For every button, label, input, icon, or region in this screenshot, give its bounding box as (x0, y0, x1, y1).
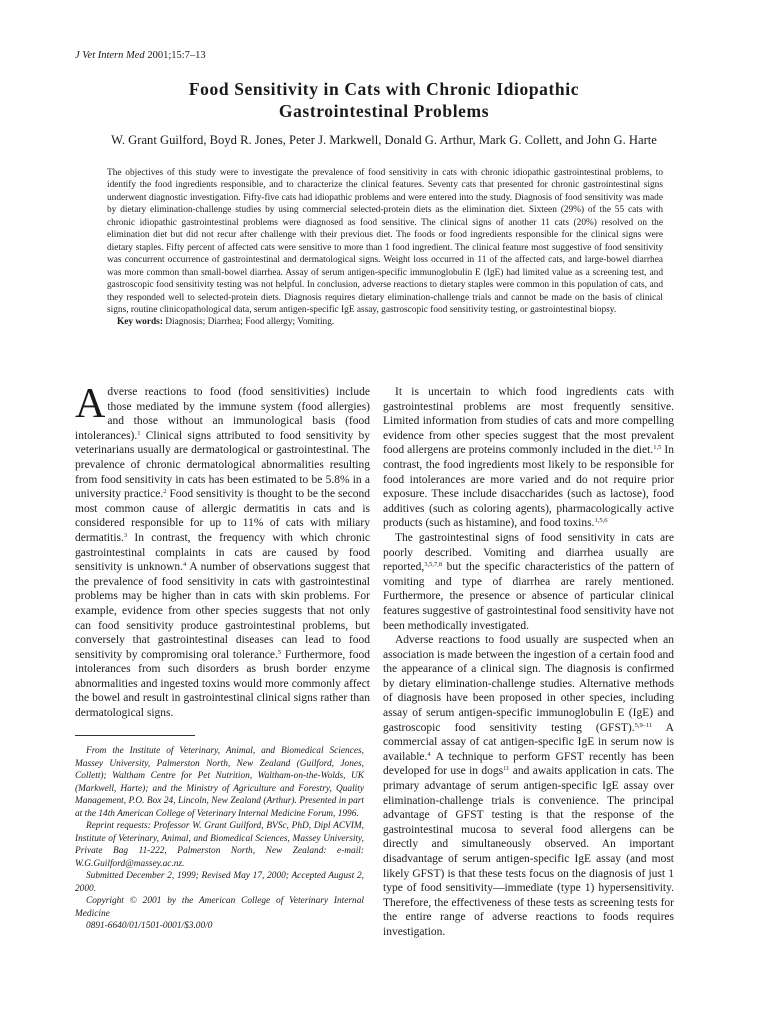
citation-ref: 5 (277, 648, 282, 656)
footnote-issn: 0891-6640/01/1501-0001/$3.00/0 (86, 921, 213, 931)
text-run: In contrast, the frequency with which chronic gastrointestinal complaints in cats are caused by food sensitivity is unknown. (75, 531, 370, 574)
citation-ref: 3 (123, 531, 128, 539)
body-paragraph (383, 385, 674, 531)
citation-ref: 5,9–11 (634, 721, 653, 729)
footnotes (75, 745, 364, 933)
abstract-text: The objectives of this study were to investigate the prevalence of food sensitivity in cats with chronic idiopathic gastrointestinal problems, to identify the food ingredients responsible, and to characterize the clinical features. Seventy cats that presented for chronic gastrointestinal signs underwent diagnostic investigation. Fifty-five cats had idiopathic problems and were entered into the study. Diagnosis of food sensitivity was made by dietary elimination-challenge studies by using commercial selected-protein diets as the elimination diet. Sixteen (29%) of the 55 cats with chronic idiopathic gastrointestinal problems were diagnosed as food sensitive. The clinical signs of another 11 cats (20%) resolved on the elimination diet but did not recur after challenge with their previous diet. The foods or food ingredients responsible for the clinical signs were dietary staples. Fifty percent of affected cats were sensitive to more than 1 food ingredient. The clinical feature most suggestive of food sensitivity was concurrent occurrence of gastrointestinal and dermatological signs. Weight loss occurred in 11 of the affected cats, and large-bowel diarrhea was more common than small-bowel diarrhea. Assay of serum antigen-specific immunoglobulin E (IgE) had limited value as a screening test, and gastroscopic food sensitivity testing was not helpful. In conclusion, adverse reactions to dietary staples were common in this population of cats, and they responded well to selected-protein diets. Diagnosis requires dietary elimination-challenge trials and cannot be made on the basis of clinical signs, routine clinicopathological data, serum antigen-specific IgE assay, gastroscopic food sensitivity testing, or gastrointestinal biopsy. (107, 168, 663, 315)
keywords (107, 316, 663, 328)
journal-name: J Vet Intern Med (75, 50, 145, 61)
text-run: It is uncertain to which food ingredients cats with gastrointestinal problems are most frequently sensitive. Limited information from studies of cats and more compelling evidence from other species suggest that the most prevalent food allergens are proteins commonly included in the diet. (383, 386, 674, 457)
drop-cap: A (75, 381, 106, 427)
journal-citation: 2001;15:7–13 (147, 50, 206, 61)
text-run: In contrast, the food ingredients most likely to be responsible for food intolerances are more varied and do not require prior exposure. These include disaccharides (such as lactose), food additives (such as coloring agents), pharmacologically active products (such as histamine), and food toxins. (383, 444, 674, 530)
text-run: Clinical signs attributed to food sensitivity by veterinarians usually are dermatological or gastrointestinal. The prevalence of chronic dermatological abnormalities resulting from food sensitivity in cats has been estimated to be 5.8% in a university practice. (75, 429, 370, 501)
text-run: Food sensitivity is thought to be the second most common cause of allergic dermatitis in cats and is considered responsible for up to 11% of cats with miliary dermatitis. (75, 488, 370, 544)
text-run: dverse reactions to food (food sensitivities) include those mediated by the immune system (food allergies) and those without an immunological basis (food intolerances). (75, 386, 370, 442)
journal-reference (75, 50, 206, 61)
text-run: Adverse reactions to food usually are suspected when an association is made between the ingestion of a certain food and the appearance of a clinical sign. The diagnosis is confirmed by dietary elimination-challenge studies. Alternative methods of diagnosis have been proposed in other species, including assay of serum antigen-specific immunoglobulin E (IgE) and gastroscopic food sensitivity testing (GFST). (383, 634, 674, 734)
article-title (60, 78, 708, 122)
citation-ref: 1 (137, 429, 141, 437)
text-run: A number of observations suggest that the prevalence of food sensitivity in cats with gastrointestinal problems may be higher than in cats with skin problems. For example, evidence from other species suggests that not only can food sensitivity produce gastrointestinal problems, but conversely that gastrointestinal diseases can lead to food sensitivity by compromising oral tolerance. (75, 561, 370, 661)
text-run: The gastrointestinal signs of food sensitivity in cats are poorly described. Vomiting and diarrhea usually are reported, (383, 531, 674, 574)
footnote-divider (75, 735, 195, 736)
body-paragraph (383, 531, 674, 633)
keywords-label: Key words: (117, 317, 163, 328)
citation-ref: 1,5 (653, 444, 662, 452)
text-run: but the specific characteristics of the pattern of vomiting and type of diarrhea are rarely mentioned. Furthermore, the presence or absence of particular clinical features suggestive of gastrointestinal food sensitivity have not been methodically investigated. (383, 561, 674, 632)
citation-ref: 1,5,6 (594, 517, 608, 525)
citation-ref: 3,5,7,8 (424, 561, 443, 569)
right-column (383, 385, 674, 940)
left-column (75, 381, 370, 721)
title-line-2: Gastrointestinal Problems (278, 101, 490, 121)
citation-ref: 2 (163, 488, 167, 496)
footnote-reprints: Reprint requests: Professor W. Grant Guilford, BVSc, PhD, Dipl ACVIM, Institute of Veterinary, Animal, and Biomedical Sciences, Massey University, Private Bag 11-222, Palmerston North, New Zealand: e-mail: W.G.Guilford@massey.ac.nz. (75, 821, 364, 869)
text-run: Furthermore, food intolerances from such disorders as brush border enzyme abnormalities and ingested toxins would more commonly affect the bowel and result in gastrointestinal clinical signs rather than dermatological signs. (75, 648, 370, 720)
footnote-dates: Submitted December 2, 1999; Revised May 17, 2000; Accepted August 2, 2000. (75, 871, 364, 894)
text-run: A technique to perform GFST recently has been developed for use in dogs (383, 750, 674, 778)
title-line-1: Food Sensitivity in Cats with Chronic Idiopathic (188, 79, 580, 99)
text-run: and awaits application in cats. The primary advantage of serum antigen-specific IgE assay over elimination-challenge trials is convenience. The principal advantage of GFST testing is that the response of the gastrointestinal mucosa to several food allergens can be directly and simultaneously observed. An important disadvantage of serum antigen-specific IgE assay (and most likely GFST) is that these tests focus on the diagnosis of just 1 type of food sensitivity—immediate (type 1) hypersensitivity. Therefore, the effectiveness of these tests as screening tests for the entire range of adverse reactions to foods requires investigation. (383, 765, 675, 938)
intro-paragraph (75, 381, 370, 721)
footnote-copyright: Copyright © 2001 by the American College of Veterinary Internal Medicine (75, 896, 364, 919)
citation-ref: 4 (427, 750, 431, 758)
citation-ref: 4 (183, 561, 187, 569)
footnote-affiliation: From the Institute of Veterinary, Animal, and Biomedical Sciences, Massey University, Palmerston North, New Zealand (Guilford, Jones, Collett); Waltham Centre for Pet Nutrition, Waltham-on-the-Wolds, UK (Markwell, Harte); and the Ministry of Agriculture and Forestry, Quality Management, P.O. Box 24, Lincoln, New Zealand (Arthur). Presented in part at the 14th American College of Veterinary Internal Medicine Forum, 1996. (75, 746, 364, 819)
body-paragraph (383, 633, 674, 939)
keywords-list: Diagnosis; Diarrhea; Food allergy; Vomiting. (165, 317, 335, 328)
abstract (107, 167, 663, 329)
citation-ref: 11 (503, 765, 510, 773)
text-run: A commercial assay of cat antigen-specific IgE in serum now is available. (383, 721, 674, 763)
author-list: W. Grant Guilford, Boyd R. Jones, Peter J. Markwell, Donald G. Arthur, Mark G. Collett, and John G. Harte (111, 133, 657, 147)
